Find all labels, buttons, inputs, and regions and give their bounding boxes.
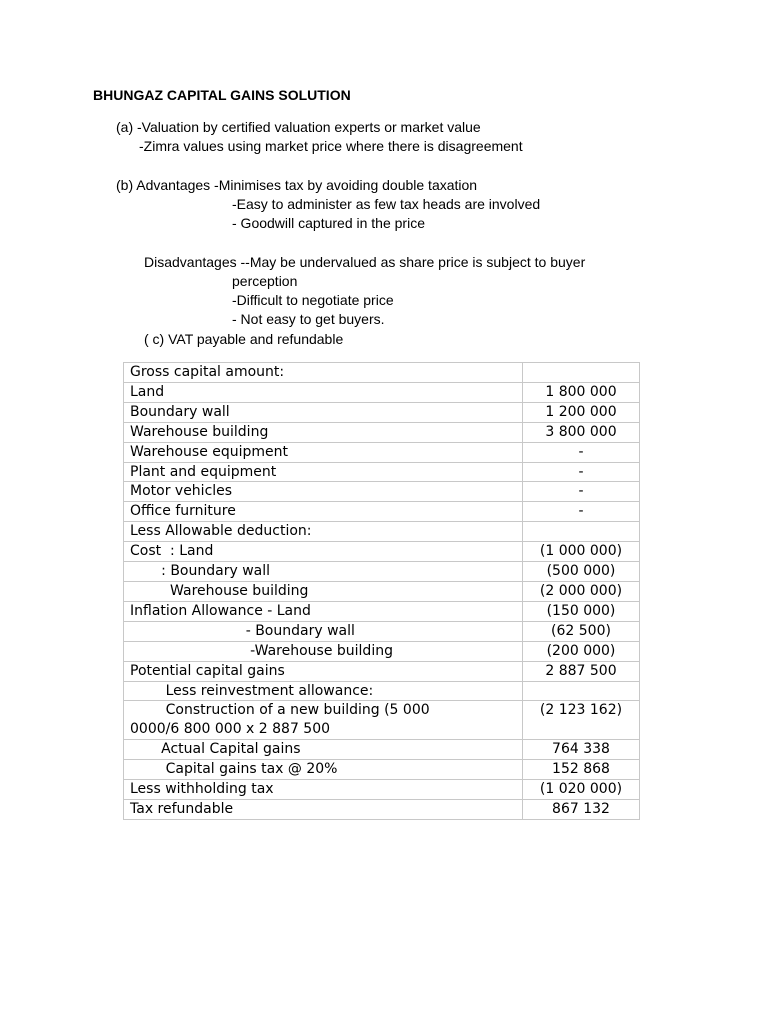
table-row — [124, 562, 640, 582]
disadvantages-line-4: - Not easy to get buyers. — [232, 311, 385, 327]
row-description: Boundary wall — [124, 402, 523, 422]
row-description: Land — [124, 382, 523, 402]
row-description: Potential capital gains — [124, 661, 523, 681]
row-amount — [523, 363, 640, 383]
part-a-line-2: -Zimra values using market price where there is disagreement — [139, 138, 523, 154]
table-row — [124, 701, 640, 740]
capital-gains-table — [123, 362, 640, 820]
row-description: Less withholding tax — [124, 780, 523, 800]
page-title: BHUNGAZ CAPITAL GAINS SOLUTION — [93, 87, 351, 103]
table-row — [124, 382, 640, 402]
table-row — [124, 799, 640, 819]
row-amount: 764 338 — [523, 740, 640, 760]
row-amount: 3 800 000 — [523, 422, 640, 442]
table-row — [124, 661, 640, 681]
row-amount: 867 132 — [523, 799, 640, 819]
row-description: Plant and equipment — [124, 462, 523, 482]
row-amount: - — [523, 442, 640, 462]
disadvantages-line-3: -Difficult to negotiate price — [232, 292, 394, 308]
table-row — [124, 482, 640, 502]
table-row — [124, 621, 640, 641]
row-description: -Warehouse building — [124, 641, 523, 661]
row-description: Tax refundable — [124, 799, 523, 819]
table-row — [124, 522, 640, 542]
row-description: Warehouse equipment — [124, 442, 523, 462]
table-row — [124, 422, 640, 442]
row-description: Actual Capital gains — [124, 740, 523, 760]
disadvantages-line-1: Disadvantages --May be undervalued as share price is subject to buyer — [144, 254, 586, 270]
table-row — [124, 462, 640, 482]
row-description: Warehouse building — [124, 581, 523, 601]
table-row — [124, 760, 640, 780]
row-amount: 1 800 000 — [523, 382, 640, 402]
table-row — [124, 502, 640, 522]
table-row — [124, 780, 640, 800]
part-b-line-2: -Easy to administer as few tax heads are involved — [232, 196, 541, 212]
table-row — [124, 601, 640, 621]
row-amount — [523, 681, 640, 701]
table-row — [124, 581, 640, 601]
part-a-line-1: (a) -Valuation by certified valuation experts or market value — [116, 119, 481, 135]
row-amount: 1 200 000 — [523, 402, 640, 422]
table-row — [124, 641, 640, 661]
table-row — [124, 442, 640, 462]
table-row — [124, 740, 640, 760]
part-b-line-1: (b) Advantages -Minimises tax by avoiding double taxation — [116, 177, 478, 193]
row-description: Less reinvestment allowance: — [124, 681, 523, 701]
row-amount: (150 000) — [523, 601, 640, 621]
row-amount: (500 000) — [523, 562, 640, 582]
part-c-heading: ( c) VAT payable and refundable — [144, 331, 344, 347]
row-amount: - — [523, 462, 640, 482]
row-description: : Boundary wall — [124, 562, 523, 582]
row-amount: (1 020 000) — [523, 780, 640, 800]
row-amount: (2 123 162) — [523, 701, 640, 740]
row-amount: - — [523, 482, 640, 502]
table-row — [124, 402, 640, 422]
row-amount: (2 000 000) — [523, 581, 640, 601]
row-description: Motor vehicles — [124, 482, 523, 502]
row-amount — [523, 522, 640, 542]
table-row — [124, 681, 640, 701]
row-description: Construction of a new building (5 000 0000/6 800 000 x 2 887 500 — [124, 701, 523, 740]
table-row — [124, 363, 640, 383]
row-description: Warehouse building — [124, 422, 523, 442]
row-description: Capital gains tax @ 20% — [124, 760, 523, 780]
table-row — [124, 542, 640, 562]
row-amount: (200 000) — [523, 641, 640, 661]
row-description: - Boundary wall — [124, 621, 523, 641]
row-description: Less Allowable deduction: — [124, 522, 523, 542]
row-amount: 152 868 — [523, 760, 640, 780]
row-amount: 2 887 500 — [523, 661, 640, 681]
row-description: Cost : Land — [124, 542, 523, 562]
row-description: Inflation Allowance - Land — [124, 601, 523, 621]
row-amount: (62 500) — [523, 621, 640, 641]
row-description: Gross capital amount: — [124, 363, 523, 383]
row-amount: (1 000 000) — [523, 542, 640, 562]
row-amount: - — [523, 502, 640, 522]
disadvantages-line-2: perception — [232, 273, 298, 289]
row-description: Office furniture — [124, 502, 523, 522]
part-b-line-3: - Goodwill captured in the price — [232, 215, 425, 231]
